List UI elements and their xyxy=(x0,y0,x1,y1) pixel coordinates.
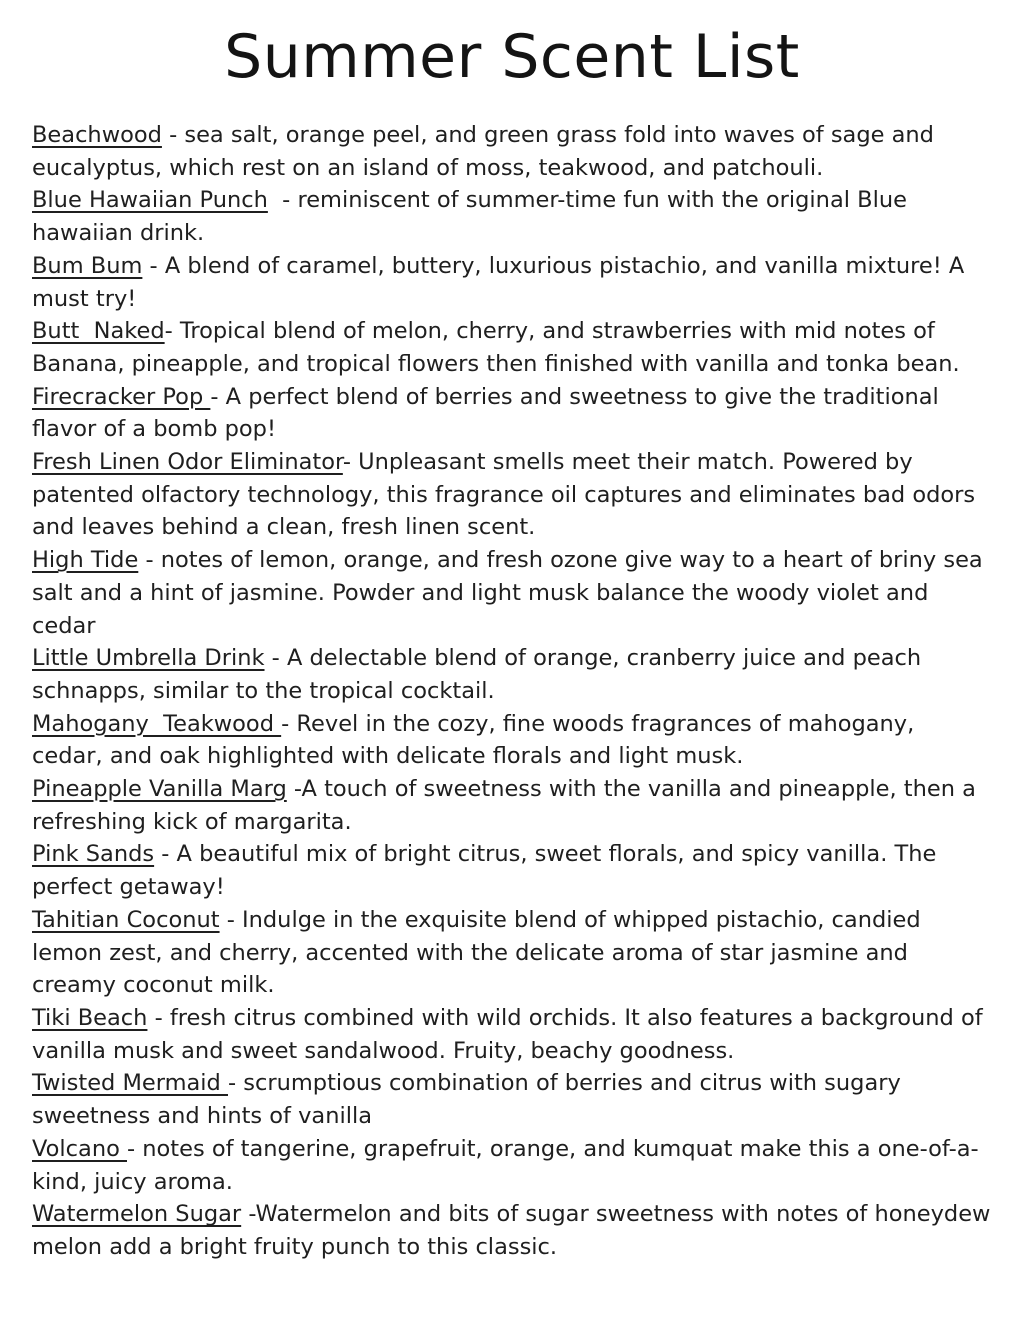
scent-separator: - xyxy=(281,710,297,737)
scent-name: Blue Hawaiian Punch xyxy=(32,187,268,214)
scent-name: Mahogany Teakwood xyxy=(32,710,282,737)
scent-description: reminiscent of summer-time fun with the original Blue hawaiian drink. xyxy=(32,187,915,247)
scent-separator: - xyxy=(342,449,359,476)
scent-separator: - xyxy=(210,383,226,410)
scent-description: Revel in the cozy, fine woods fragrances of mahogany, cedar, and oak highlighted with delicate florals and light musk. xyxy=(32,710,922,770)
scent-description: A touch of sweetness with the vanilla and pineapple, then a refreshing kick of margarita. xyxy=(32,776,984,835)
scent-entry xyxy=(32,708,992,773)
scent-name: Twisted Mermaid xyxy=(32,1070,228,1097)
scent-description: A beautiful mix of bright citrus, sweet florals, and spicy vanilla. The perfect getaway! xyxy=(32,841,944,901)
scent-description: A blend of caramel, buttery, luxurious pistachio, and vanilla mixture! A must try! xyxy=(32,252,972,312)
scent-separator: - xyxy=(147,1004,170,1031)
scent-name: Butt Naked xyxy=(32,318,165,345)
scent-name: Tiki Beach xyxy=(32,1004,148,1031)
scent-description: scrumptious combination of berries and citrus with sugary sweetness and hints of vanilla xyxy=(32,1070,908,1130)
scent-name: Bum Bum xyxy=(32,252,143,279)
scent-entry xyxy=(32,1067,992,1132)
scent-entry xyxy=(32,119,992,184)
scent-entry xyxy=(32,904,992,1002)
scent-list xyxy=(32,119,998,1264)
scent-name: Tahitian Coconut xyxy=(32,906,220,933)
scent-separator: - xyxy=(228,1070,244,1097)
scent-entry xyxy=(32,773,992,838)
scent-separator: - xyxy=(127,1135,143,1162)
scent-name: Pineapple Vanilla Marg xyxy=(32,776,287,803)
scent-description: Tropical blend of melon, cherry, and strawberries with mid notes of Banana, pineapple, and tropical flowers then finished with vanilla and tonka bean. xyxy=(32,318,960,377)
scent-name: Watermelon Sugar xyxy=(32,1201,242,1228)
scent-entry xyxy=(32,838,992,903)
scent-description: Indulge in the exquisite blend of whipped pistachio, candied lemon zest, and cherry, accented with the delicate aroma of star jasmine and creamy coconut milk. xyxy=(32,906,928,999)
scent-description: A delectable blend of orange, cranberry juice and peach schnapps, similar to the tropical cocktail. xyxy=(32,645,929,704)
page-title: Summer Scent List xyxy=(224,22,800,92)
scent-description: Watermelon and bits of sugar sweetness with notes of honeydew melon add a bright fruity punch to this classic. xyxy=(32,1201,998,1260)
scent-entry xyxy=(32,250,992,315)
scent-separator: - xyxy=(267,187,298,214)
scent-entry xyxy=(32,315,992,380)
scent-description: notes of tangerine, grapefruit, orange, and kumquat make this a one-of-a-kind, juicy aroma. xyxy=(32,1135,979,1195)
scent-name: Volcano xyxy=(32,1135,127,1162)
scent-separator: - xyxy=(154,841,177,868)
scent-name: Beachwood xyxy=(32,122,162,148)
scent-separator: - xyxy=(264,645,287,672)
scent-separator: - xyxy=(138,547,161,574)
scent-description: sea salt, orange peel, and green grass fold into waves of sage and eucalyptus, which rest on an island of moss, teakwood, and patchouli. xyxy=(32,122,942,181)
scent-description: fresh citrus combined with wild orchids. It also features a background of vanilla musk and sweet sandalwood. Fruity, beachy goodness. xyxy=(32,1004,990,1064)
scent-name: Pink Sands xyxy=(32,841,155,868)
scent-entry xyxy=(32,1133,992,1198)
scent-entry xyxy=(32,446,992,544)
scent-entry xyxy=(32,1198,998,1263)
scent-entry xyxy=(32,544,992,642)
scent-separator: - xyxy=(161,122,185,148)
scent-description: A perfect blend of berries and sweetness to give the traditional flavor of a bomb pop! xyxy=(32,383,946,443)
scent-separator: - xyxy=(241,1201,256,1228)
scent-name: Firecracker Pop xyxy=(32,383,211,410)
scent-entry xyxy=(32,642,992,707)
scent-separator: - xyxy=(286,776,302,803)
scent-name: Little Umbrella Drink xyxy=(32,645,265,672)
scent-entry xyxy=(32,381,992,446)
scent-entry xyxy=(32,184,992,249)
scent-separator: - xyxy=(219,906,242,933)
scent-description: notes of lemon, orange, and fresh ozone give way to a heart of briny sea salt and a hint of jasmine. Powder and light musk balance the woody violet and cedar xyxy=(32,547,990,639)
scent-separator: - xyxy=(164,318,180,345)
scent-name: Fresh Linen Odor Eliminator xyxy=(32,449,343,476)
scent-separator: - xyxy=(142,252,165,279)
scent-description: Unpleasant smells meet their match. Powered by patented olfactory technology, this fragrance oil captures and eliminates bad odors and leaves behind a clean, fresh linen scent. xyxy=(32,449,983,541)
scent-name: High Tide xyxy=(32,547,139,574)
scent-entry xyxy=(32,1002,992,1067)
